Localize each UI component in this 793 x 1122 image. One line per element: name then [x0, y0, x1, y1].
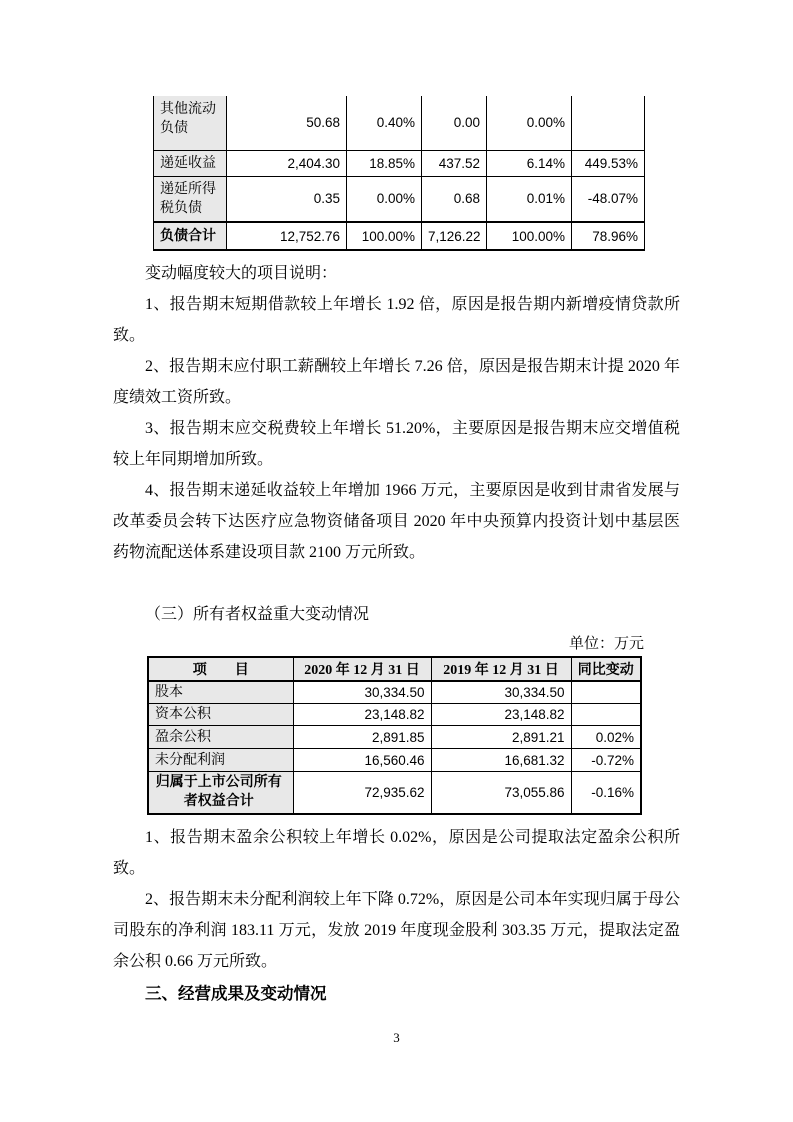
cell-change [571, 704, 641, 726]
header-yoy-change: 同比变动 [571, 657, 641, 681]
cell-change [571, 681, 641, 704]
cell-change: 449.53% [572, 150, 645, 176]
liabilities-table [153, 96, 645, 251]
row-label: 递延所得税负债 [154, 176, 227, 222]
cell-change: -48.07% [572, 176, 645, 222]
page-number: 3 [393, 1030, 400, 1045]
cell-pct-2020: 0.40% [347, 96, 422, 150]
unit-label: 单位：万元 [568, 636, 644, 652]
notes-intro: 变动幅度较大的项目说明： [145, 265, 338, 282]
cell-amount-2019: 437.52 [422, 150, 487, 176]
header-item: 项 目 [148, 657, 293, 681]
cell-2020: 30,334.50 [293, 681, 431, 704]
table-row [148, 749, 641, 772]
cell-pct-2019: 6.14% [487, 150, 572, 176]
row-label: 未分配利润 [148, 749, 293, 772]
table-row [148, 704, 641, 726]
table-row [154, 96, 645, 150]
cell-pct-2019: 0.01% [487, 176, 572, 222]
note-item-4: 4、报告期末递延收益较上年增加 1966 万元，主要原因是收到甘肃省发展与改革委员会转下达医疗应急物资储备项目 2020 年中央预算内投资计划中基层医药物流配送体系建设项目款 2100 万元所致。 [113, 482, 680, 561]
table-row-total-liabilities [154, 222, 645, 250]
cell-2019: 16,681.32 [431, 749, 571, 772]
table-header-row [148, 657, 641, 681]
table-row-total-equity [148, 772, 641, 814]
cell-pct-2020: 18.85% [347, 150, 422, 176]
cell-change: 0.02% [571, 726, 641, 749]
cell-2020: 2,891.85 [293, 726, 431, 749]
cell-amount-2020: 2,404.30 [227, 150, 347, 176]
cell-pct-2020: 0.00% [347, 176, 422, 222]
header-date-2019: 2019 年 12 月 31 日 [431, 657, 571, 681]
cell-pct-2019: 0.00% [487, 96, 572, 150]
row-label: 股本 [148, 681, 293, 704]
table-row [154, 150, 645, 176]
cell-change [572, 96, 645, 150]
cell-pct-2019: 100.00% [487, 222, 572, 250]
note-item-2: 2、报告期末应付职工薪酬较上年增长 7.26 倍，原因是报告期末计提 2020 年度绩效工资所致。 [113, 358, 680, 406]
cell-2020: 72,935.62 [293, 772, 431, 814]
cell-amount-2019: 0.00 [422, 96, 487, 150]
header-date-2020: 2020 年 12 月 31 日 [293, 657, 431, 681]
cell-amount-2020: 50.68 [227, 96, 347, 150]
cell-2019: 30,334.50 [431, 681, 571, 704]
equity-note-2: 2、报告期末未分配利润较上年下降 0.72%，原因是公司本年实现归属于母公司股东的净利润 183.11 万元，发放 2019 年度现金股利 303.35 万元，提取法定盈余公积 0.66 万元所致。 [113, 890, 680, 970]
operating-results-section-heading: 三、经营成果及变动情况 [145, 984, 327, 1003]
cell-2019: 2,891.21 [431, 726, 571, 749]
equity-section-heading: （三）所有者权益重大变动情况 [145, 606, 370, 623]
cell-amount-2019: 0.68 [422, 176, 487, 222]
row-label: 盈余公积 [148, 726, 293, 749]
cell-change: -0.16% [571, 772, 641, 814]
row-label: 其他流动负债 [154, 96, 227, 150]
cell-amount-2020: 12,752.76 [227, 222, 347, 250]
row-label: 资本公积 [148, 704, 293, 726]
row-label: 归属于上市公司所有者权益合计 [148, 772, 293, 814]
table-row [148, 726, 641, 749]
equity-notes [113, 822, 680, 977]
row-label: 递延收益 [154, 150, 227, 176]
table-row [148, 681, 641, 704]
note-item-3: 3、报告期末应交税费较上年增长 51.20%，主要原因是报告期末应交增值税较上年同期增加所致。 [113, 420, 680, 468]
equity-note-1: 1、报告期末盈余公积较上年增长 0.02%，原因是公司提取法定盈余公积所致。 [113, 828, 680, 877]
note-item-1: 1、报告期末短期借款较上年增长 1.92 倍，原因是报告期内新增疫情贷款所致。 [113, 296, 680, 344]
cell-change: 78.96% [572, 222, 645, 250]
cell-2020: 23,148.82 [293, 704, 431, 726]
cell-change: -0.72% [571, 749, 641, 772]
cell-pct-2020: 100.00% [347, 222, 422, 250]
equity-table [147, 656, 642, 815]
cell-2019: 23,148.82 [431, 704, 571, 726]
cell-amount-2020: 0.35 [227, 176, 347, 222]
row-label: 负债合计 [154, 222, 227, 250]
cell-amount-2019: 7,126.22 [422, 222, 487, 250]
table-row [154, 176, 645, 222]
liabilities-notes [113, 258, 680, 568]
cell-2019: 73,055.86 [431, 772, 571, 814]
cell-2020: 16,560.46 [293, 749, 431, 772]
